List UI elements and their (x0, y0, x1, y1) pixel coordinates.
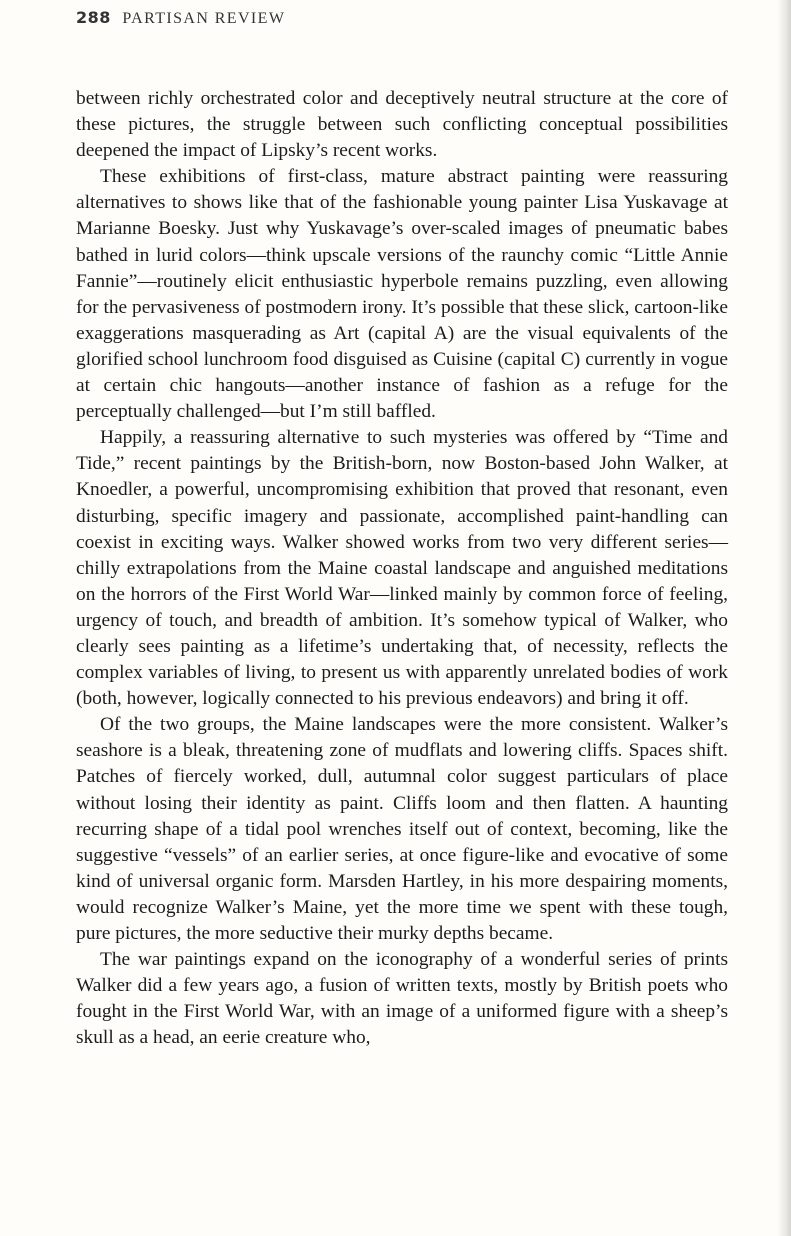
paragraph: Happily, a reassuring alternative to such mysteries was offered by “Time and Tide,” recent paintings by the British-born, now Boston-based John Walker, at Knoedler, a powerful, uncompromising exhibition that proved that resonant, even disturbing, specific imagery and passionate, accomplished paint-handling can coexist in exciting ways. Walker showed works from two very different series—chilly extrapolations from the Maine coastal landscape and anguished meditations on the horrors of the First World War—linked mainly by common force of feeling, urgency of touch, and breadth of ambition. It’s somehow typical of Walker, who clearly sees painting as a lifetime’s undertaking that, of necessity, reflects the complex variables of living, to present us with apparently unrelated bodies of work (both, however, logically connected to his previous endeavors) and bring it off. (76, 427, 728, 710)
paragraph: These exhibitions of first-class, mature abstract painting were reassuring alternatives to shows like that of the fashionable young painter Lisa Yuskavage at Marianne Boesky. Just why Yuskavage’s over-scaled images of pneumatic babes bathed in lurid colors—think upscale versions of the raunchy comic “Little Annie Fannie”—routinely elicit enthusiastic hyperbole remains puzzling, even allowing for the pervasiveness of postmodern irony. It’s possible that these slick, cartoon-like exaggerations masquerading as Art (capital A) are the visual equivalents of the glorified school lunchroom food disguised as Cuisine (capital C) currently in vogue at certain chic hangouts—another instance of fashion as a refuge for the perceptually challenged—but I’m still baffled. (76, 166, 728, 423)
page-number: 288 (76, 8, 111, 27)
journal-title: PARTISAN REVIEW (122, 10, 286, 27)
paragraph-continued: between richly orchestrated color and deceptively neutral structure at the core of these pictures, the struggle between such conflicting conceptual possibilities deepened the impact of Lipsky’s recent works. (76, 88, 728, 162)
running-head (76, 8, 285, 28)
paragraph: Of the two groups, the Maine landscapes were the more consistent. Walker’s seashore is a bleak, threatening zone of mudflats and lowering cliffs. Spaces shift. Patches of fiercely worked, dull, autumnal color suggest particulars of place without losing their identity as paint. Cliffs loom and then flatten. A haunting recurring shape of a tidal pool wrenches itself out of context, becoming, like the suggestive “vessels” of an earlier series, at once figure-like and evocative of some kind of universal organic form. Marsden Hartley, in his more despairing moments, would recognize Walker’s Maine, yet the more time we spent with these tough, pure pictures, the more seductive their murky depths became. (76, 714, 728, 944)
paragraph: The war paintings expand on the iconography of a wonderful series of prints Walker did a few years ago, a fusion of written texts, mostly by British poets who fought in the First World War, with an image of a uniformed figure with a sheep’s skull as a head, an eerie creature who, (76, 949, 728, 1049)
body-text (76, 86, 728, 1051)
page-edge-shadow (777, 0, 791, 1236)
